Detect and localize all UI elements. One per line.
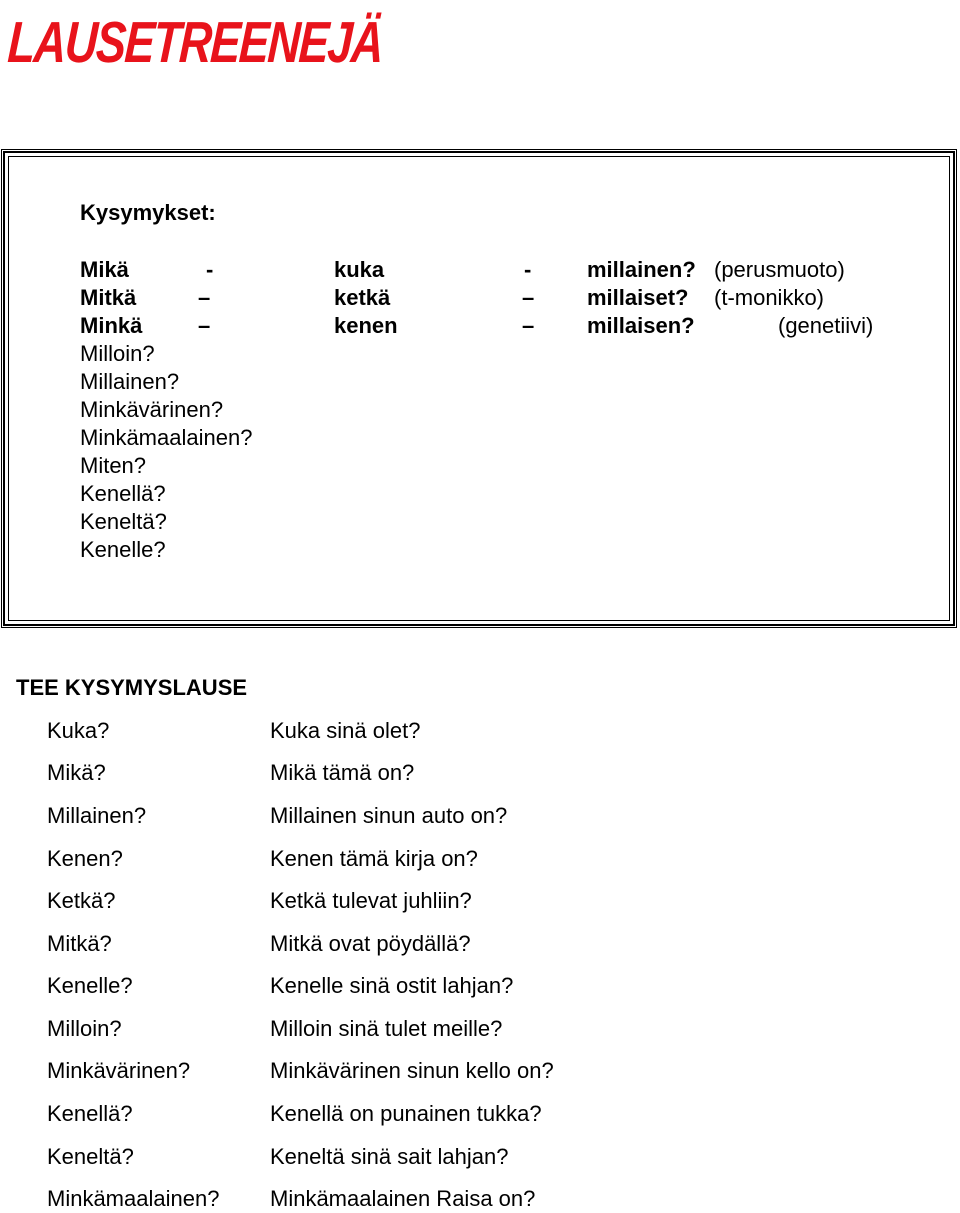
questions-heading: Kysymykset: bbox=[80, 200, 216, 225]
separator: – bbox=[198, 313, 211, 338]
question-list-item: Minkämaalainen? bbox=[80, 425, 253, 450]
page-title: LAUSETREENEJÄ bbox=[6, 10, 385, 75]
question-word-kenen: kenen bbox=[334, 313, 398, 338]
question-list-item: Miten? bbox=[80, 453, 147, 478]
example-sentence: Milloin sinä tulet meille? bbox=[270, 1016, 503, 1041]
separator: - bbox=[524, 257, 532, 282]
example-sentence: Millainen sinun auto on? bbox=[270, 803, 508, 828]
example-sentence: Minkävärinen sinun kello on? bbox=[270, 1058, 554, 1083]
case-note: (t-monikko) bbox=[714, 285, 825, 310]
example-question-word: Kenelle? bbox=[47, 973, 133, 998]
question-list-item: Minkävärinen? bbox=[80, 397, 224, 422]
separator: - bbox=[206, 257, 214, 282]
question-list-item: Milloin? bbox=[80, 341, 155, 366]
example-question-word: Millainen? bbox=[47, 803, 147, 828]
question-list-item: Kenellä? bbox=[80, 481, 166, 506]
example-sentence: Kuka sinä olet? bbox=[270, 718, 421, 743]
example-sentence: Kenen tämä kirja on? bbox=[270, 846, 478, 871]
example-question-word: Kuka? bbox=[47, 718, 110, 743]
example-sentence: Ketkä tulevat juhliin? bbox=[270, 888, 472, 913]
case-note: (perusmuoto) bbox=[714, 257, 845, 282]
separator: – bbox=[198, 285, 211, 310]
separator: – bbox=[522, 313, 535, 338]
example-sentence: Keneltä sinä sait lahjan? bbox=[270, 1144, 509, 1169]
example-sentence: Mikä tämä on? bbox=[270, 760, 415, 785]
example-question-word: Kenen? bbox=[47, 846, 123, 871]
question-word-millaisen: millaisen? bbox=[587, 313, 695, 338]
question-word-mika: Mikä bbox=[80, 257, 129, 282]
example-question-word: Mikä? bbox=[47, 760, 106, 785]
separator: – bbox=[522, 285, 535, 310]
question-word-millaiset: millaiset? bbox=[587, 285, 689, 310]
example-question-word: Kenellä? bbox=[47, 1101, 133, 1126]
question-word-ketka: ketkä bbox=[334, 285, 391, 310]
example-sentence: Kenellä on punainen tukka? bbox=[270, 1101, 542, 1126]
example-question-word: Mitkä? bbox=[47, 931, 112, 956]
question-word-kuka: kuka bbox=[334, 257, 385, 282]
question-word-minka: Minkä bbox=[80, 313, 143, 338]
example-question-word: Minkävärinen? bbox=[47, 1058, 191, 1083]
question-word-mitka: Mitkä bbox=[80, 285, 137, 310]
example-question-word: Milloin? bbox=[47, 1016, 122, 1041]
example-question-word: Minkämaalainen? bbox=[47, 1186, 220, 1211]
example-sentence: Mitkä ovat pöydällä? bbox=[270, 931, 471, 956]
question-list-item: Keneltä? bbox=[80, 509, 167, 534]
question-list-item: Millainen? bbox=[80, 369, 180, 394]
example-question-word: Keneltä? bbox=[47, 1144, 134, 1169]
question-list-item: Kenelle? bbox=[80, 537, 166, 562]
example-sentence: Minkämaalainen Raisa on? bbox=[270, 1186, 536, 1211]
example-question-word: Ketkä? bbox=[47, 888, 116, 913]
case-note: (genetiivi) bbox=[778, 313, 874, 338]
section-heading: TEE KYSYMYSLAUSE bbox=[16, 675, 248, 700]
example-sentence: Kenelle sinä ostit lahjan? bbox=[270, 973, 514, 998]
question-word-millainen: millainen? bbox=[587, 257, 696, 282]
